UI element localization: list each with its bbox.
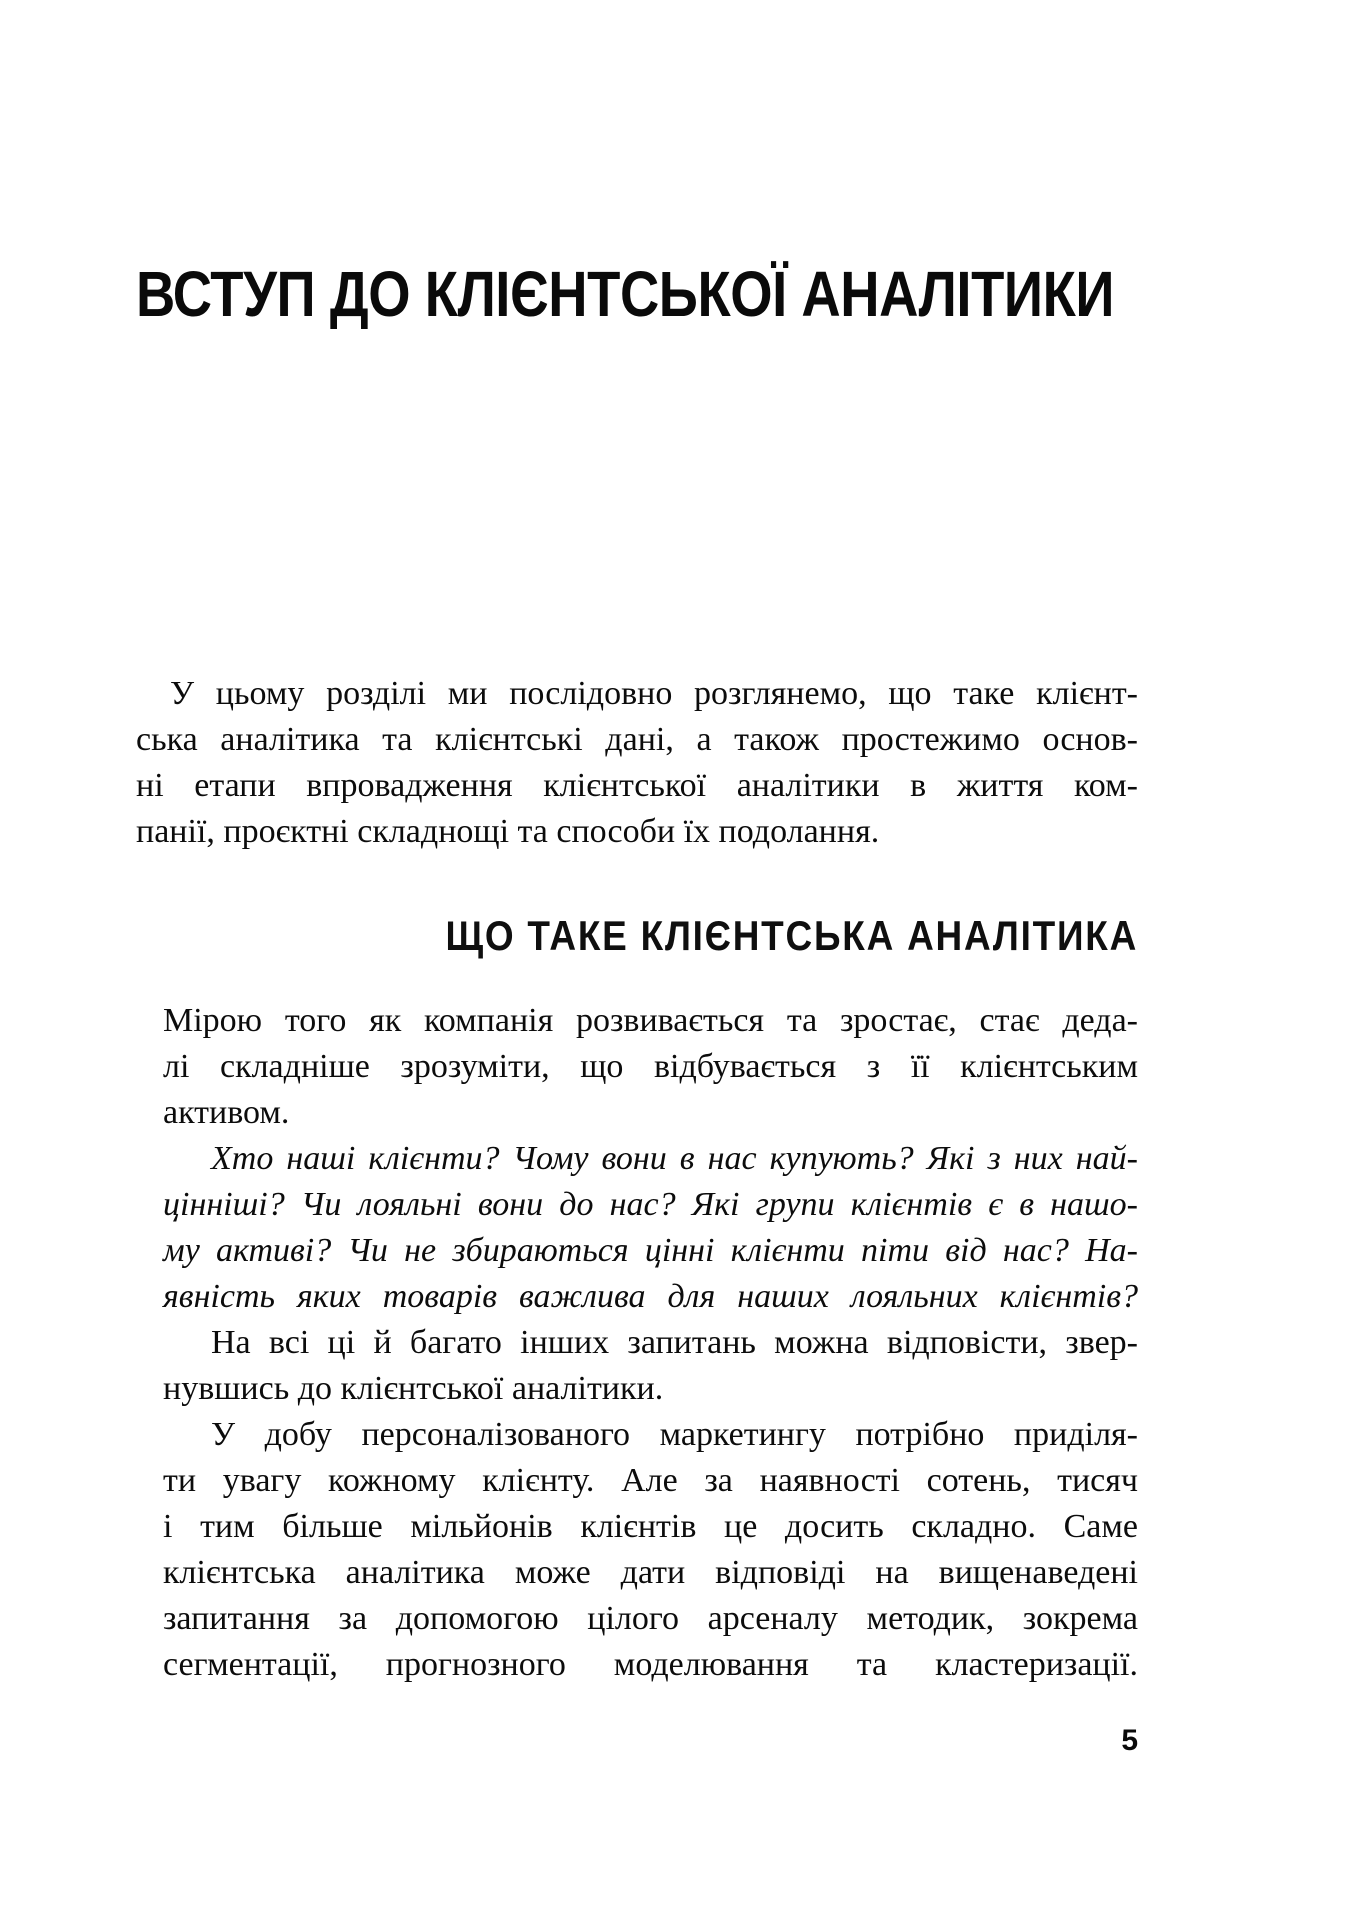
lead-paragraph xyxy=(136,671,1138,855)
text-line: ти увагу кожному клієнту. Але за наявності сотень, тисяч xyxy=(163,1462,1138,1499)
chapter-title-text: ВСТУП ДО КЛІЄНТСЬКОЇ АНАЛІТИКИ xyxy=(136,258,1115,330)
text-line: нувшись до клієнтської аналітики. xyxy=(163,1370,664,1407)
paragraph xyxy=(163,1320,1138,1412)
text-line: На всі ці й багато інших запитань можна відповісти, звер- xyxy=(211,1324,1138,1361)
text-line: цінніші? Чи лояльні вони до нас? Які групи клієнтів є в нашо- xyxy=(163,1186,1138,1223)
body-text xyxy=(163,998,1138,1688)
text-line: запитання за допомогою цілого арсеналу методик, зокрема xyxy=(163,1600,1138,1637)
section-heading-text: ЩО ТАКЕ КЛІЄНТСЬКА АНАЛІТИКА xyxy=(445,912,1138,959)
text-line: панії, проєктні складнощі та способи їх подолання. xyxy=(136,813,880,850)
text-line: ні етапи впровадження клієнтської аналітики в життя ком- xyxy=(136,767,1138,804)
text-line: Мірою того як компанія розвивається та зростає, стає деда- xyxy=(163,1002,1138,1039)
text-line: і тим більше мільйонів клієнтів це досить складно. Саме xyxy=(163,1508,1138,1545)
text-line: ська аналітика та клієнтські дані, а також простежимо основ- xyxy=(136,721,1138,758)
text-line: Хто наші клієнти? Чому вони в нас купують? Які з них най- xyxy=(211,1140,1138,1177)
text-line: У цьому розділі ми послідовно розглянемо, що таке клієнт- xyxy=(170,675,1138,712)
paragraph xyxy=(163,1412,1138,1688)
text-line: лі складніше зрозуміти, що відбувається з її клієнтським xyxy=(163,1048,1138,1085)
text-line: му активі? Чи не збираються цінні клієнти піти від нас? На- xyxy=(163,1232,1138,1269)
chapter-title xyxy=(136,258,1336,330)
text-line: сегментації, прогнозного моделювання та кластеризації. xyxy=(163,1646,1138,1683)
paragraph-italic-questions xyxy=(163,1136,1138,1320)
text-line: клієнтська аналітика може дати відповіді на вищенаведені xyxy=(163,1554,1138,1591)
text-line: явність яких товарів важлива для наших лояльних клієнтів? xyxy=(163,1278,1138,1315)
page-number: 5 xyxy=(1121,1724,1138,1757)
section-heading xyxy=(136,913,1138,959)
text-line: У добу персоналізованого маркетингу потрібно приділя- xyxy=(211,1416,1138,1453)
text-line: активом. xyxy=(163,1094,290,1131)
paragraph xyxy=(163,998,1138,1136)
